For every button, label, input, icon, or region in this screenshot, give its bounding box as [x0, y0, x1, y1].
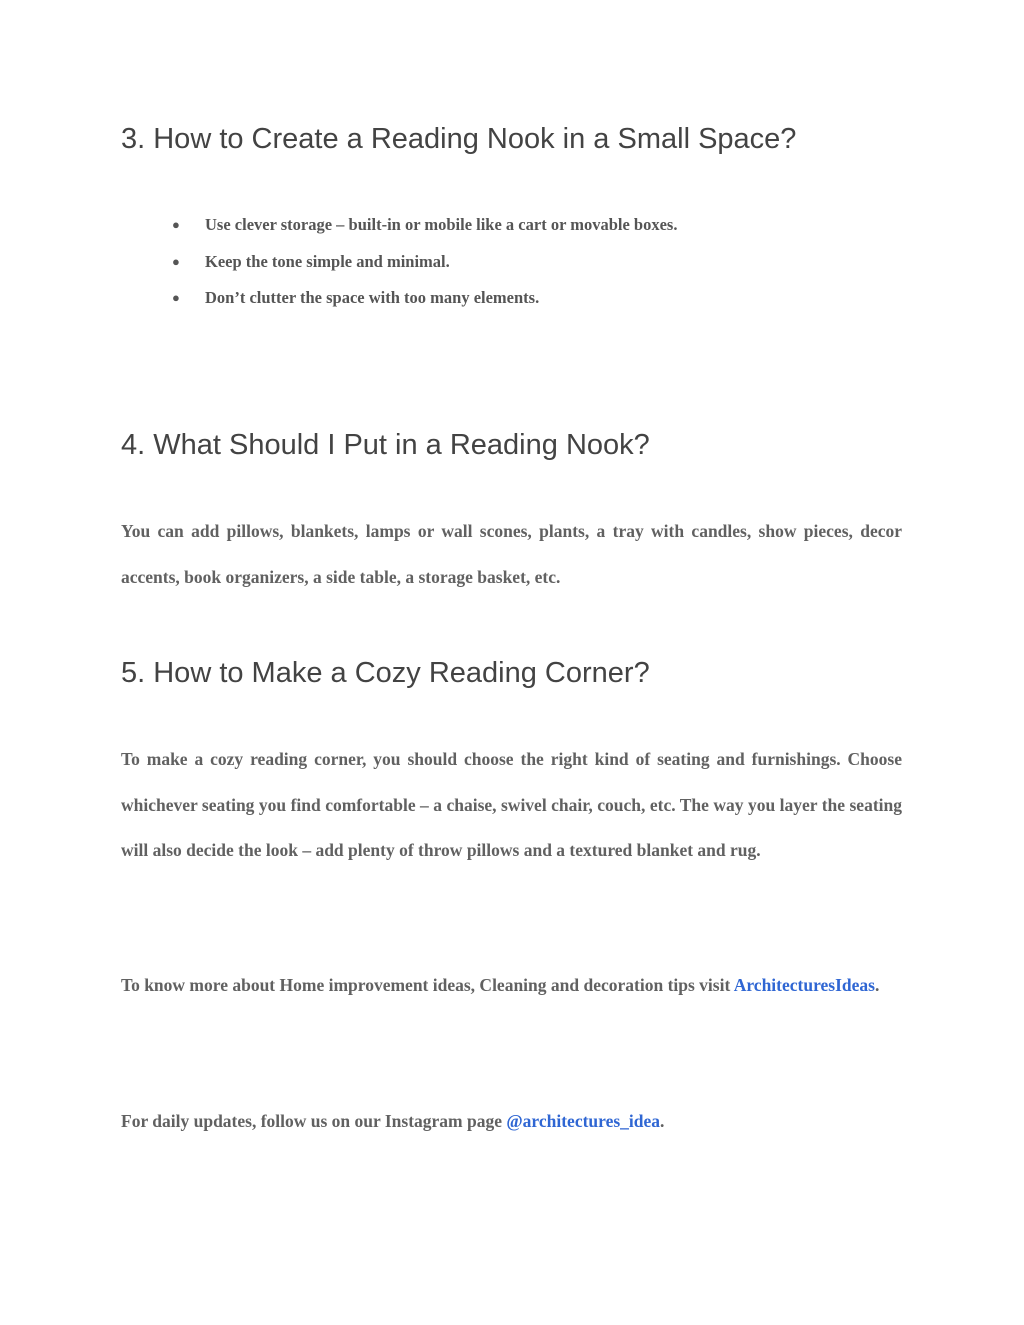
bullet-icon: ●	[172, 290, 180, 305]
section-4-heading: 4. What Should I Put in a Reading Nook?	[121, 429, 650, 461]
bullet-icon: ●	[172, 253, 180, 269]
section-4-paragraph: You can add pillows, blankets, lamps or wall scones, plants, a tray with candles, show pieces, decor accents, book organizers, a side table, a storage basket, etc.	[121, 521, 902, 587]
list-item-text: Keep the tone simple and minimal.	[205, 251, 450, 271]
daily-updates-paragraph	[121, 1099, 902, 1145]
bullet-icon: ●	[172, 217, 180, 232]
architecturesideas-link[interactable]: ArchitecturesIdeas	[733, 975, 875, 995]
list-item	[164, 250, 677, 287]
section-3-heading: 3. How to Create a Reading Nook in a Small Space?	[121, 123, 797, 155]
instagram-handle-link[interactable]: @architectures_idea	[506, 1111, 661, 1131]
more-info-period: .	[875, 975, 880, 995]
daily-updates-period: .	[660, 1111, 665, 1131]
more-info-text: To know more about Home improvement ideas, Cleaning and decoration tips visit	[121, 975, 734, 995]
section-5-paragraph: To make a cozy reading corner, you should choose the right kind of seating and furnishings. Choose whichever seating you find comfortable – a chaise, swivel chair, couch, etc. The way you layer the seating will also decide the look – add plenty of throw pillows and a textured blanket and rug.	[121, 749, 902, 860]
daily-updates-text: For daily updates, follow us on our Instagram page	[121, 1111, 507, 1131]
list-item	[164, 213, 677, 250]
section-5-heading: 5. How to Make a Cozy Reading Corner?	[121, 657, 650, 689]
list-item-text: Don’t clutter the space with too many elements.	[205, 288, 540, 307]
list-item	[164, 286, 677, 323]
more-info-paragraph	[121, 963, 902, 1009]
section-3-bullet-list	[164, 213, 677, 323]
list-item-text: Use clever storage – built-in or mobile like a cart or movable boxes.	[205, 215, 678, 234]
